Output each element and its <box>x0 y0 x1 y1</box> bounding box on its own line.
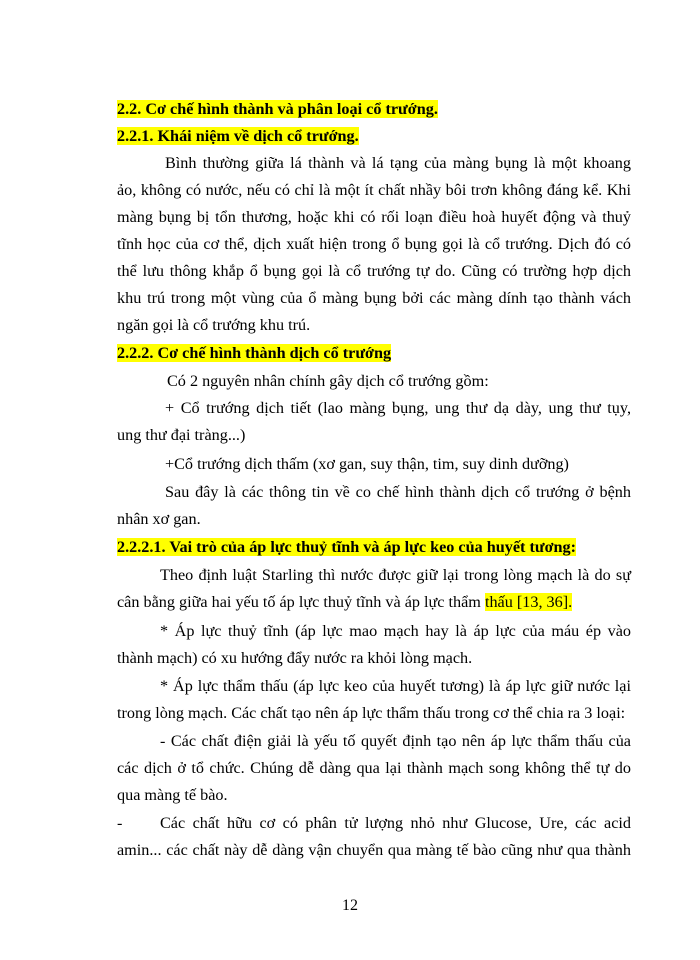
organics-line: Các chất hữu cơ có phân tử lượng nhỏ như Glucose, Ure, các acid <box>160 814 631 832</box>
electrolytes-line: - Các chất điện giải là yếu tố quyết định tạo nên áp lực thẩm thấu của <box>160 732 631 750</box>
paragraph-line: tĩnh học của cơ thể, dịch xuất hiện trong ổ bụng gọi là cổ trướng. Dịch đó có <box>117 235 631 253</box>
organics-bullet: - <box>117 814 123 832</box>
heading-2-2-2: 2.2.2. Cơ chế hình thành dịch cổ trướng <box>117 344 392 362</box>
exudate-line: + Cổ trướng dịch tiết (lao màng bụng, ung thư dạ dày, ung thư tụy, <box>165 399 631 417</box>
causes-intro: Có 2 nguyên nhân chính gây dịch cổ trướng gồm: <box>167 372 489 390</box>
oncotic-line: trong lòng mạch. Các chất tạo nên áp lực thẩm thấu trong cơ thể chia ra 3 loại: <box>117 704 626 722</box>
hydrostatic-line: * Áp lực thuỷ tĩnh (áp lực mao mạch hay là áp lực của máu ép vào <box>160 622 631 640</box>
heading-2-2-1: 2.2.1. Khái niệm về dịch cổ trướng. <box>117 127 359 145</box>
electrolytes-line: các dịch ở tổ chức. Chúng dễ dàng qua lại thành mạch song không thể tự do <box>117 759 631 777</box>
transudate-line: +Cổ trướng dịch thấm (xơ gan, suy thận, tim, suy dinh dưỡng) <box>165 455 569 473</box>
starling-text: cân bằng giữa hai yếu tố áp lực thuỷ tĩnh và áp lực thẩm <box>117 593 485 611</box>
following-line: nhân xơ gan. <box>117 510 201 528</box>
heading-2-2: 2.2. Cơ chế hình thành và phân loại cổ trướng. <box>117 100 438 118</box>
page-number: 12 <box>342 897 358 914</box>
paragraph-line: ảo, không có nước, nếu có chỉ là một ít chất nhầy bôi trơn không đáng kể. Khi <box>117 181 631 199</box>
heading-2-2-2-1: 2.2.2.1. Vai trò của áp lực thuỷ tĩnh và áp lực keo của huyết tương: <box>117 538 577 556</box>
organics-line: amin... các chất này dễ dàng vận chuyển qua màng tế bào cũng như qua thành <box>117 841 631 859</box>
paragraph-line: màng bụng bị tổn thương, hoặc khi có rối loạn điều hoà huyết động và thuỷ <box>117 208 631 226</box>
following-line: Sau đây là các thông tin về co chế hình thành dịch cổ trướng ở bệnh <box>165 483 631 501</box>
paragraph-line: ngăn gọi là cổ trướng khu trú. <box>117 316 311 334</box>
citation: thấu [13, 36]. <box>484 593 573 611</box>
paragraph-line: thể lưu thông khắp ổ bụng gọi là cổ trướng tự do. Cũng có trường hợp dịch <box>117 262 631 280</box>
oncotic-line: * Áp lực thẩm thấu (áp lực keo của huyết tương) là áp lực giữ nước lại <box>160 677 631 695</box>
exudate-line: ung thư đại tràng...) <box>117 426 246 444</box>
paragraph-line: khu trú trong một vùng của ổ màng bụng bởi các màng dính tạo thành vách <box>117 289 631 307</box>
hydrostatic-line: thành mạch) có xu hướng đẩy nước ra khỏi lòng mạch. <box>117 649 473 667</box>
starling-line <box>117 592 572 612</box>
starling-line: Theo định luật Starling thì nước được giữ lại trong lòng mạch là do sự <box>160 566 631 584</box>
electrolytes-line: qua màng tế bào. <box>117 786 228 804</box>
paragraph-line: Bình thường giữa lá thành và lá tạng của màng bụng là một khoang <box>165 154 631 172</box>
